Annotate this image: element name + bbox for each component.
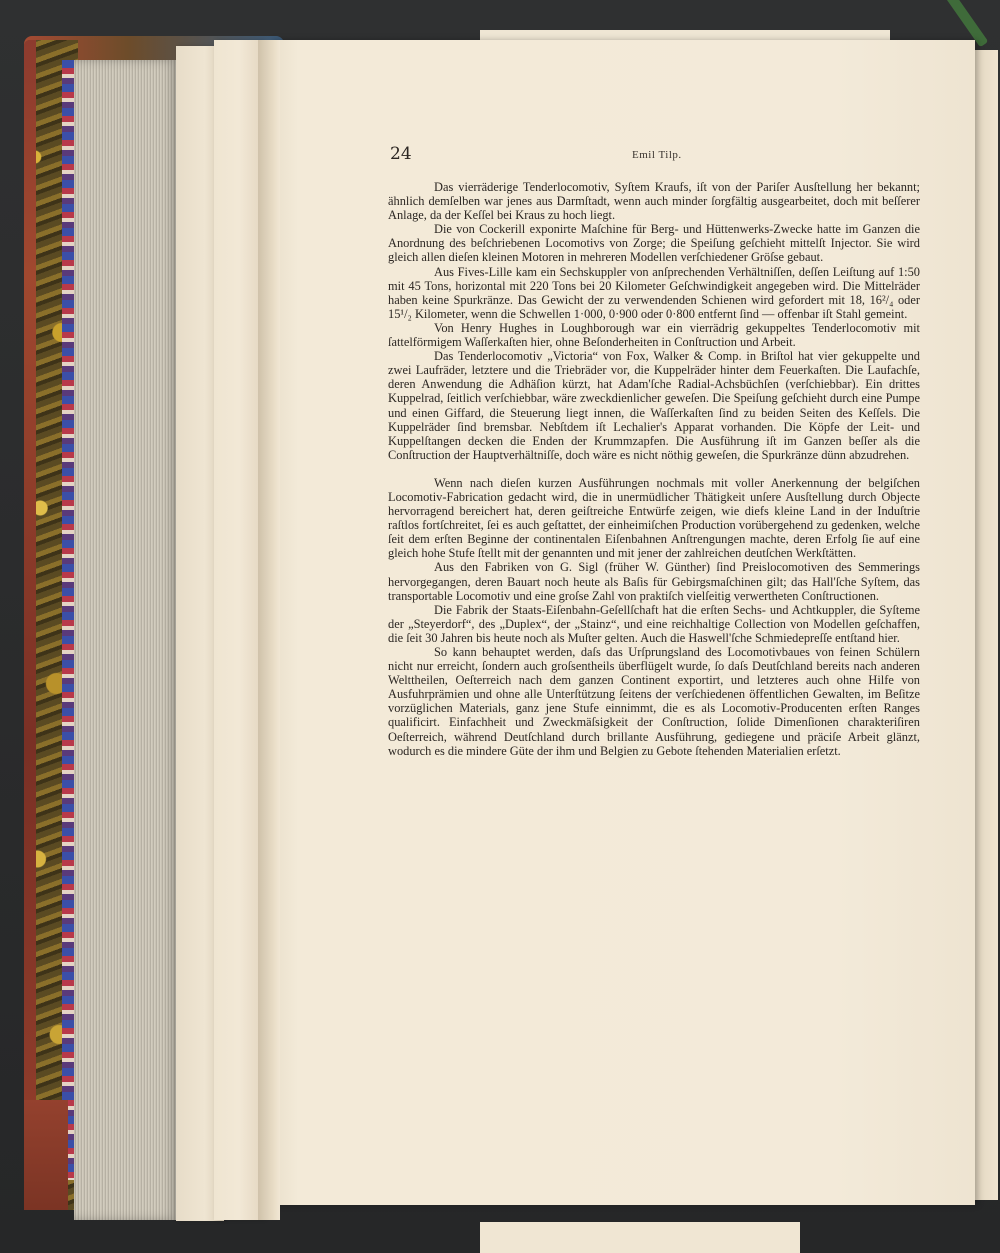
page-stack — [74, 60, 178, 1220]
cover-corner — [24, 1100, 68, 1210]
body-text — [388, 180, 920, 758]
paragraph: Aus den Fabriken von G. Sigl (früher W. Günther) ſind Preislocomotiven des Semmerings hervorgegangen, deren Bauart noch heute als Baſis für Gebirgsmaſchinen gilt; das Hall'ſche Syſtem, das transportable Locomotiv und eine groſse Zahl von praktiſch vielſeitig verwertheten Conſtructionen. — [388, 560, 920, 603]
page-bottom-leaf — [480, 1222, 800, 1253]
paragraph: Die von Cockerill exponirte Maſchine für Berg- und Hüttenwerks-Zwecke hatte im Ganzen die Anordnung des beſchriebenen Locomotivs von Zorge; die Speiſung geſchieht mittelſt Injector. Sie wird gleich allen dieſen kleinen Motoren in mehreren Modellen verſchiedener Gröſse gebaut. — [388, 222, 920, 265]
running-head: Emil Tilp. — [632, 149, 682, 161]
paragraph: Die Fabrik der Staats-Eiſenbahn-Geſellſchaft hat die erſten Sechs- und Achtkuppler, die Syſteme der „Steyerdorf“, des „Duplex“, der „Stainz“, und eine reichhaltige Collection von Modellen geſchaffen, die ſeit 30 Jahren bis heute noch als Muſter gelten. Auch die Haswell'ſche Schmiedepreſſe entſtand hier. — [388, 602, 920, 645]
paragraph: Das Tenderlocomotiv „Victoria“ von Fox, Walker & Comp. in Briſtol hat vier gekuppelte und zwei Laufräder, letztere und die Triebräder vor, die Kuppelräder hinter dem Feuerkaſten. Die Laufachſe, deren Anwendung die Adhäſion kürzt, hat Adam'ſche Radial-Achsbüchſen (verſchiebbar). Ein drittes Kuppelrad, ſeitlich verſchiebbar, wäre zweckdienlicher geweſen. Die Speiſung geſchieht durch eine Pumpe und einen Giffard, die Steuerung liegt innen, die Waſſerkaſten ſind zu beiden Seiten des Keſſels. Die Kuppelräder ſind bremsbar. Nebſtdem iſt Lechalier's Apparat vorhanden. Die Köpfe der Leit- und Kuppelſtangen decken die Enden der Krummzapfen. Die Ausführung iſt im Ganzen beſſer als die Conſtruction der Hauptverhältniſſe, doch wäre es nicht nöthig geweſen, die Spurkränze dünn abzudrehen. — [388, 349, 920, 462]
page-leaf-middle — [214, 40, 264, 1220]
page-gutter — [258, 40, 280, 1220]
paragraph: Aus Fives-Lille kam ein Sechskuppler von anſprechenden Verhältniſſen, deſſen Leiſtung auf 1:50 mit 45 Tons, horizontal mit 220 Tons bei 20 Kilometer Geſchwindigkeit angegeben wird. Die Mittelräder haben keine Spurkränze. Das Gewicht der zu verwendenden Schienen wird gefordert mit 18, 16²/₄ oder 15¹/₂ Kilometer, wenn die Schwellen 1·000, 0·900 oder 0·800 entfernt ſind — offenbar iſt Stahl gemeint. — [388, 264, 920, 321]
page-header — [390, 144, 930, 168]
page-number: 24 — [390, 144, 412, 164]
paragraph: Von Henry Hughes in Loughborough war ein vierrädrig gekuppeltes Tenderlocomotiv mit ſattelförmigem Waſſerkaſten hier, ohne Beſonderheiten in Conſtruction und Arbeit. — [388, 320, 920, 350]
paragraph: Wenn nach dieſen kurzen Ausführungen nochmals mit voller Anerkennung der belgiſchen Locomotiv-Fabrication gedacht wird, die in unermüdlicher Thätigkeit unſere Ausſtellung durch Objecte hervorragend bereichert hat, deren geiſtreiche Entwürfe zeigen, wie diefs kleine Land in der Induſtrie raſtlos fortſchreitet, ſei es auch geſtattet, der einheimiſchen Production vorübergehend zu gedenken, welche ſeit dem erſten Beginne der continentalen Eiſenbahnen Anſtrengungen machte, deren Erfolg ſie auf eine gleich hohe Stufe ſtellt mit der genannten und mit jener der zahlreichen deutſchen Werkſtätten. — [388, 475, 920, 561]
paragraph: Das vierräderige Tenderlocomotiv, Syſtem Kraufs, iſt von der Pariſer Ausſtellung her bekannt; ähnlich demſelben war jenes aus Darmſtadt, wenn auch minder ſorgfältig ausgearbeitet, doch mit beſſerer Anlage, da der Keſſel bei Kraus zu hoch liegt. — [388, 180, 920, 223]
marbled-endpaper-strip — [62, 60, 74, 1180]
paragraph: So kann behauptet werden, daſs das Urſprungsland des Locomotivbaues von feinen Schülern nicht nur erreicht, ſondern auch groſsentheils überflügelt wurde, ſo daſs Deutſchland bereits nach anderen Welttheilen, Oeſterreich nach dem ganzen Continent exportirt, und letzteres auch ohne Hilfe von Ausfuhrprämien und ohne alle Unterſtützung ſeitens der verſchiedenen öffentlichen Gewalten, im Beſitze vorzüglichen Materials, ganz jene Stufe einnimmt, die es als Locomotiv-Producenten erſten Ranges qualificirt. Einfachheit und Zweckmäſsigkeit der Conſtruction, ſolide Dimenſionen charakteriſiren Oeſterreich, während Deutſchland durch brillante Ausführung, gediegene und präciſe Arbeit glänzt, wodurch es die mindere Güte der ihm und Belgien zu Gebote ſtehenden Materialien erſetzt. — [388, 645, 920, 758]
cover-spine-edge — [24, 40, 36, 1210]
page-leaf-right — [972, 50, 998, 1200]
